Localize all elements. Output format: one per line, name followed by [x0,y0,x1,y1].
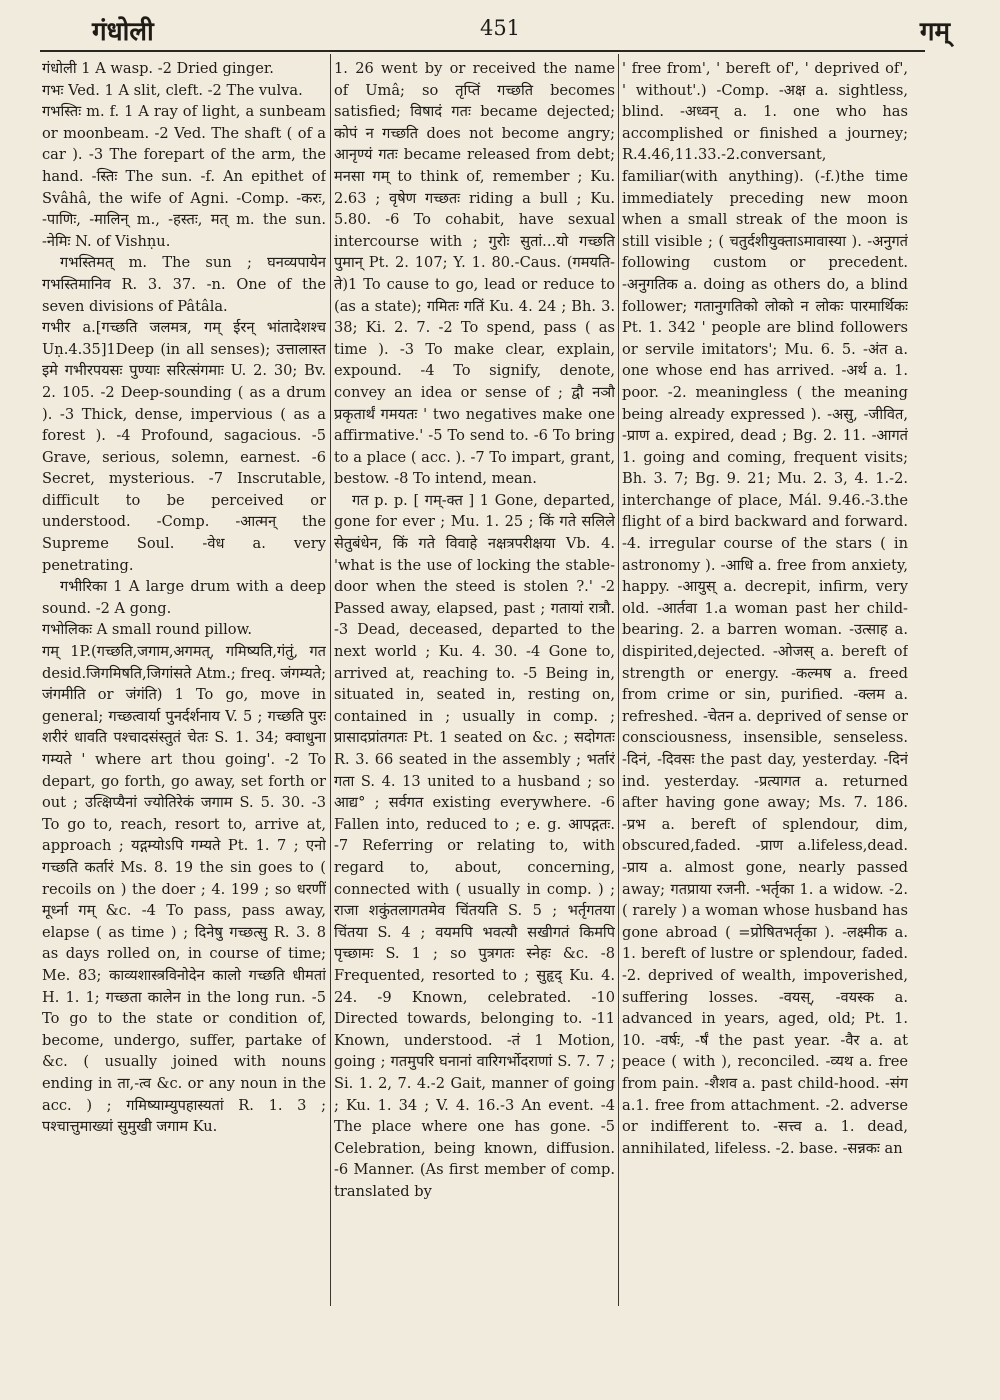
right-guide-word: गम् [919,17,950,47]
column-divider [618,54,619,1306]
column-2 [334,58,615,1303]
dictionary-entry: गंधोली 1 A wasp. -2 Dried ginger. [42,60,274,77]
column-1 [42,58,326,1303]
column-divider [330,54,331,1306]
left-guide-word: गंधोली [92,17,154,47]
dictionary-entry: गभस्तिः m. f. 1 A ray of light, a sunbeam or moonbeam. -2 Ved. The shaft ( of a car ). -3 The forepart of the arm, the hand. -स्तिः The sun. -f. An epithet of Svâhâ, the wife of Agni. -Comp. -करः, -पाणिः, -मालिन् m., -हस्तः, मत् m. the sun. -नेमिः N. of Vishṇu. [42,103,326,250]
dictionary-entry: गभः Ved. 1 A slit, cleft. -2 The vulva. [42,81,303,99]
dictionary-entry: गभस्तिमत् m. The sun ; घनव्यपायेन गभस्तिमानिव R. 3. 37. -n. One of the seven divisions of Pâtâla. [42,254,326,315]
header-rule [40,50,925,52]
dictionary-entry: 1. 26 went by or received the name of Umâ; so तृप्तिं गच्छति becomes satisfied; विषादं गतः became dejected; कोपं न गच्छति does not become angry; आनृण्यं गतः became released from debt; मनसा गम् to think of, remember ; Ku. 2.63 ; वृषेण गच्छतः riding a bull ; Ku. 5.80. -6 To cohabit, have sexual intercourse with ; गुरोः सुतां...यो गच्छति पुमान् Pt. 2. 107; Y. 1. 80.-Caus. (गमयति-ते)1 To cause to go, lead or reduce to (as a state); गमितः गतिं Ku. 4. 24 ; Bh. 3. 38; Ki. 2. 7. -2 To spend, pass ( as time ). -3 To make clear, explain, expound. -4 To signify, denote, convey an idea or sense of ; द्वौ नञौ प्रकृतार्थं गमयतः ' two negatives make one affirmative.' -5 To send to. -6 To bring to a place ( acc. ). -7 To impart, grant, bestow. -8 To intend, mean. [334,60,615,488]
column-3 [622,58,908,1303]
dictionary-entry: गभोलिकः A small round pillow. [42,621,252,639]
page-header [40,12,960,48]
dictionary-entry: ' free from', ' bereft of', ' deprived of', ' without'.) -Comp. -अक्ष a. sightless, blind. -अध्वन् a. 1. one who has accomplished or finished a journey; R.4.46,11.33.-2.conversant, familiar(with anything). (-f.)the time immediately preceding new moon when a small streak of the moon is still visible ; ( चतुर्दशीयुक्ताऽमावास्या ). -अनुगतं following custom or precedent. -अनुगतिक a. doing as others do, a blind follower; गतानुगतिको लोको न लोकः पारमार्थिकः Pt. 1. 342 ' people are blind followers or servile imitators'; Mu. 6. 5. -अंत a. one whose end has arrived. -अर्थ a. 1. poor. -2. meaningless ( the meaning being already expressed ). -असु, -जीवित, -प्राण a. expired, dead ; Bg. 2. 11. -आगतं 1. going and coming, frequent visits; Bh. 3. 7; Bg. 9. 21; Mu. 2. 3, 4. 1.-2. interchange of place, Mál. 9.46.-3.the flight of a bird backward and forward. -4. irregular course of the stars ( in astronomy ). -आधि a. free from anxiety, happy. -आयुस् a. decrepit, infirm, very old. -आर्तवा 1.a woman past her child-bearing. 2. a barren woman. -उत्साह a. dispirited,dejected. -ओजस् a. bereft of strength or energy. -कल्मष a. freed from crime or sin, purified. -क्लम a. refreshed. -चेतन a. deprived of sense or consciousness, insensible, senseless. -दिनं, -दिवसः the past day, yesterday. -दिनं ind. yesterday. -प्रत्यागत a. returned after having gone away; Ms. 7. 186. -प्रभ a. bereft of splendour, dim, obscured,faded. -प्राण a.lifeless,dead. -प्राय a. almost gone, nearly passed away; गतप्राया रजनी. -भर्तृका 1. a widow. -2. ( rarely ) a woman whose husband has gone abroad ( =प्रोषितभर्तृका ). -लक्ष्मीक a. 1. bereft of lustre or splendour, faded. -2. deprived of wealth, impoverished, suffering losses. -वयस्, -वयस्क a. advanced in years, aged, old; Pt. 1. 10. -वर्षः, -र्षं the past year. -वैर a. at peace ( with ), reconciled. -व्यथ a. free from pain. -शैशव a. past child-hood. -संग a.1. free from attachment. -2. adverse or indifferent to. -सत्त्व a. 1. dead, annihilated, lifeless. -2. base. -सन्नकः an [622,60,908,1157]
dictionary-entry: गम् 1P.(गच्छति,जगाम,अगमत्, गमिष्यति,गंतुं, गत desid.जिगमिषति,जिगांसते Atm.; freq. जंगम्यते; जंगमीति or जंगंति) 1 To go, move in general; गच्छत्वार्या पुनर्दर्शनाय V. 5 ; गच्छति पुरः शरीरं धावति पश्चादसंस्तुतं चेतः S. 1. 34; क्वाधुना गम्यते ' where art thou going'. -2 To depart, go forth, go away, set forth or out ; उत्क्षिप्यैनां ज्योतिरेकं जगाम S. 5. 30. -3 To go to, reach, resort to, arrive at, approach ; यद्गम्योऽपि गम्यते Pt. 1. 7 ; एनो गच्छति कर्तारं Ms. 8. 19 the sin goes to ( recoils on ) the doer ; 4. 199 ; so धरणीं मूर्ध्ना गम् &c. -4 To pass, pass away, elapse ( as time ) ; दिनेषु गच्छत्सु R. 3. 8 as days rolled on, in course of time; Me. 83; काव्यशास्त्रविनोदेन कालो गच्छति धीमतां H. 1. 1; गच्छता कालेन in the long run. -5 To go to the state or condition of, become, undergo, suffer, partake of &c. ( usually joined with nouns ending in ता,-त्व &c. or any noun in the acc. ) ; गमिष्याम्युपहास्यतां R. 1. 3 ; पश्चात्तुमाख्यां सुमुखी जगाम Ku. [42,643,326,1136]
dictionary-entry: गत p. p. [ गम्-क्त ] 1 Gone, departed, gone for ever ; Mu. 1. 25 ; किं गते सलिले सेतुबंधेन, किं गते विवाहे नक्षत्रपरीक्षया Vb. 4. 'what is the use of locking the stable-door when the steed is stolen ?.' -2 Passed away, elapsed, past ; गतायां रात्रौ. -3 Dead, deceased, departed to the next world ; Ku. 4. 30. -4 Gone to, arrived at, reaching to. -5 Being in, situated in, seated in, resting on, contained in ; usually in comp. ; प्रासादप्रांतगतः Pt. 1 seated on &c. ; सदोगतः R. 3. 66 seated in the assembly ; भर्तारं गता S. 4. 13 united to a husband ; so आद्य° ; सर्वगत existing everywhere. -6 Fallen into, reduced to ; e. g. आपद्गतः. -7 Referring or relating to, with regard to, about, concerning, connected with ( usually in comp. ) ; राजा शकुंतलागतमेव चिंतयति S. 5 ; भर्तृगतया चिंतया S. 4 ; वयमपि भवत्यौ सखीगतं किमपि पृच्छामः S. 1 ; so पुत्रगतः स्नेहः &c. -8 Frequented, resorted to ; सुहृद् Ku. 4. 24. -9 Known, celebrated. -10 Directed towards, belonging to. -11 Known, understood. -तं 1 Motion, going ; गतमुपरि घनानां वारिगर्भोदराणां S. 7. 7 ; Si. 1. 2, 7. 4.-2 Gait, manner of going ; Ku. 1. 34 ; V. 4. 16.-3 An event. -4 The place where one has gone. -5 Celebration, being known, diffusion. -6 Manner. (As first member of comp. translated by [334,491,615,1200]
dictionary-entry: गभीरिका 1 A large drum with a deep sound. -2 A gong. [42,578,326,617]
page-number: 451 [479,16,521,40]
dictionary-entry: गभीर a.[गच्छति जलमत्र, गम् ईरन् भांतादेशश्च Uṇ.4.35]1Deep (in all senses); उत्तालास्त इमे गभीरपयसः पुण्याः सरित्संगमाः U. 2. 30; Bv. 2. 105. -2 Deep-sounding ( as a drum ). -3 Thick, dense, impervious ( as a forest ). -4 Profound, sagacious. -5 Grave, serious, solemn, earnest. -6 Secret, mysterious. -7 Inscrutable, difficult to be perceived or understood. -Comp. -आत्मन् the Supreme Soul. -वेध a. very penetrating. [42,319,326,574]
